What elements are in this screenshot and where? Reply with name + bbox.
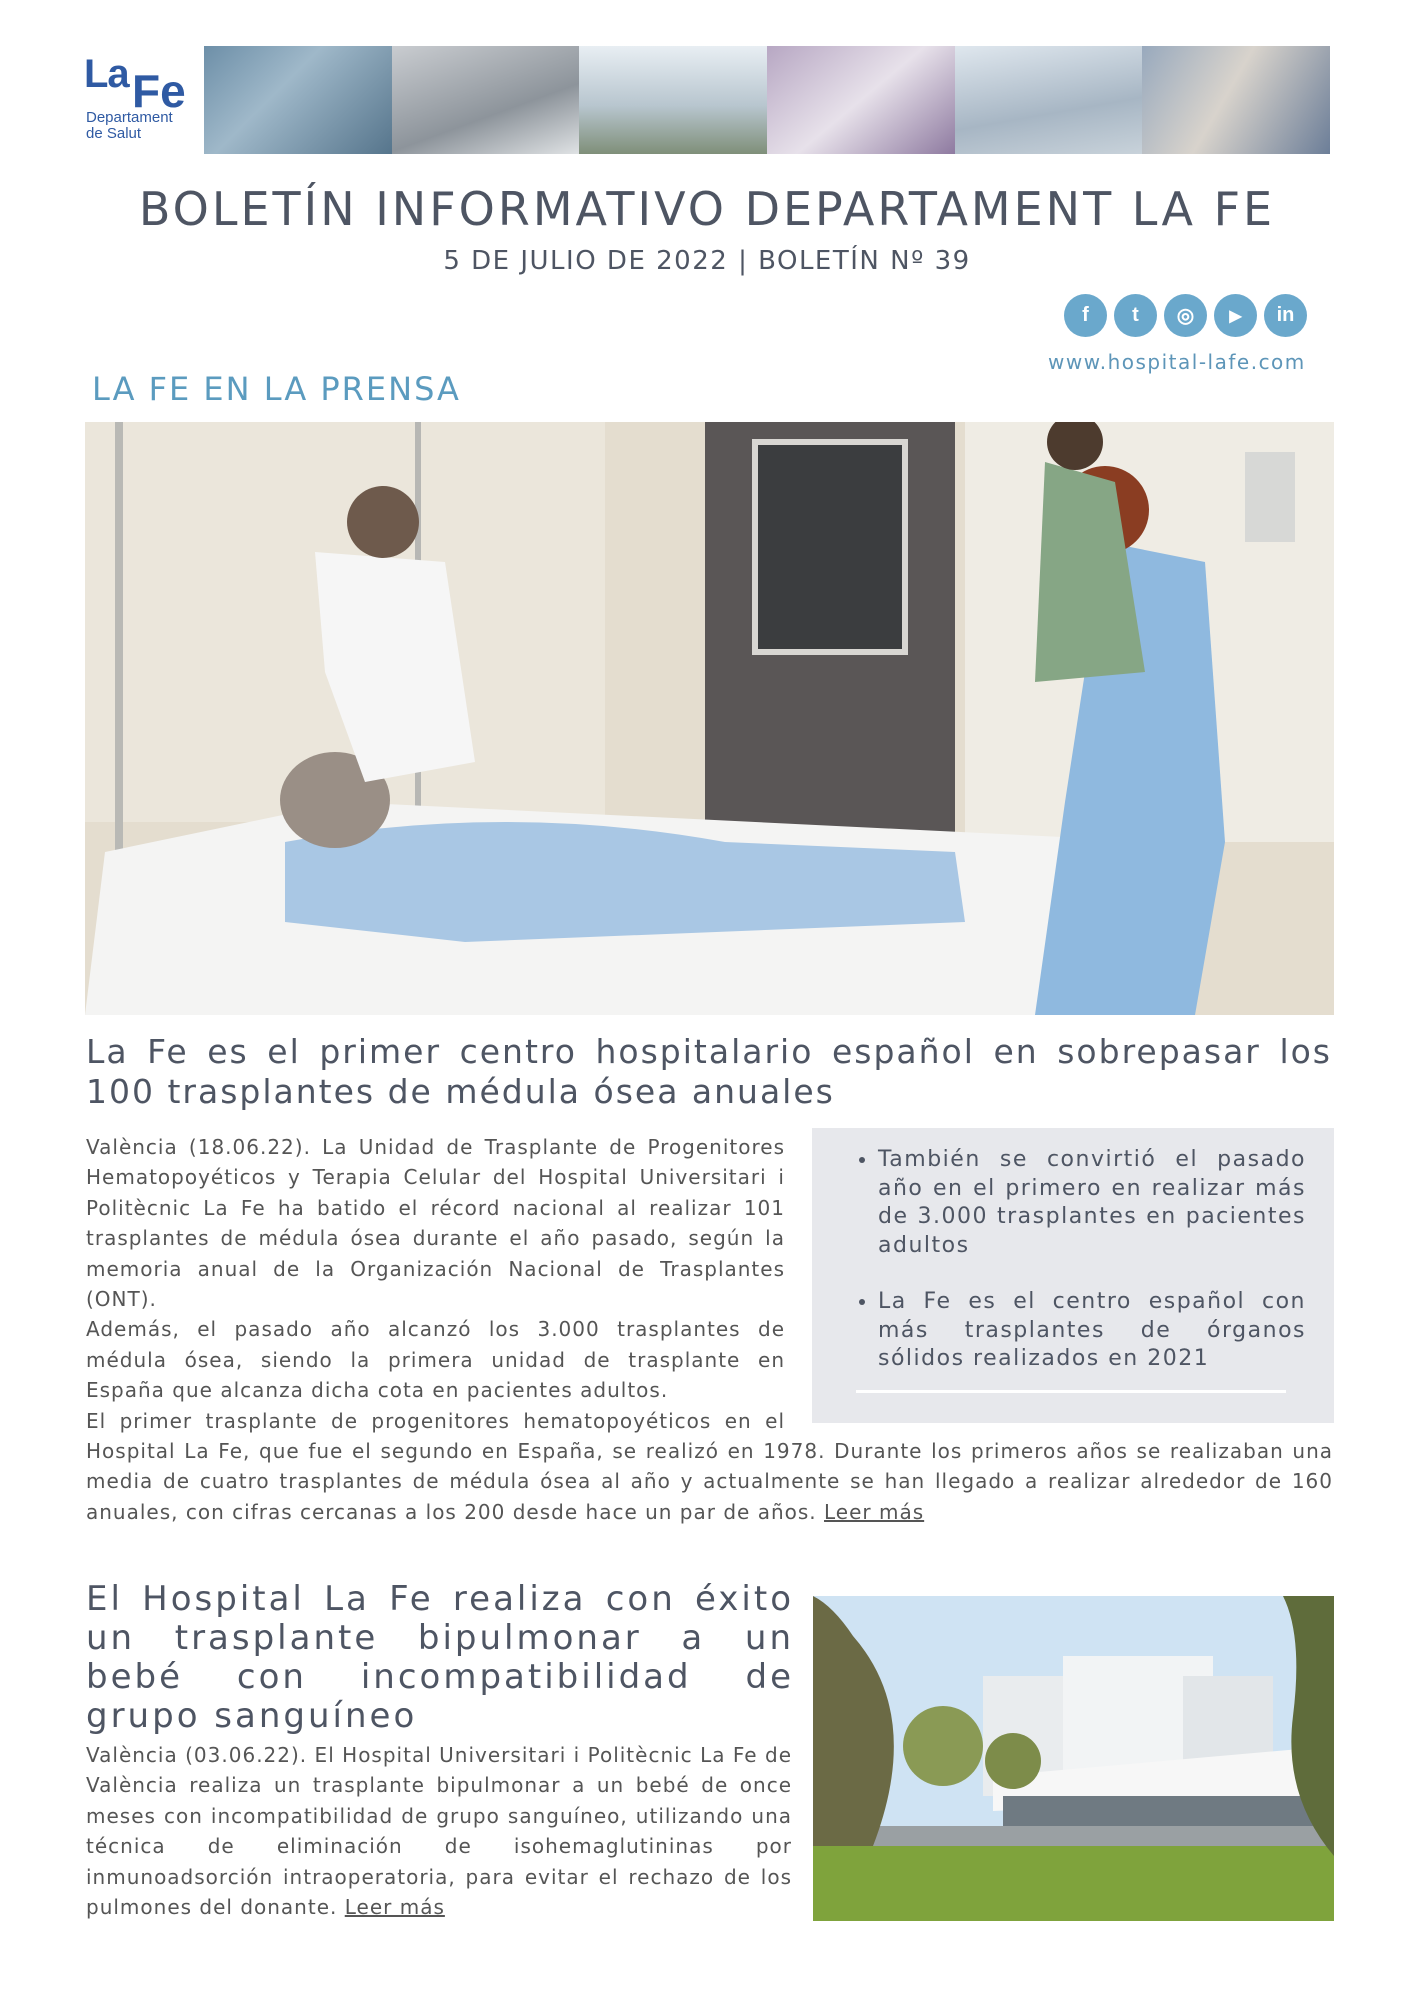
article1-highlights-box: [812, 1128, 1334, 1423]
hero-illustration: [85, 422, 1334, 1015]
article2-body-text: València (03.06.22). El Hospital Universitari i Politècnic La Fe de València realiza un trasplante bipulmonar a un bebé de once meses con incompatibilidad de grupo sanguíneo, utilizando una técnica de eliminación de isohemaglutininas por inmunoadsorción intraoperatoria, para evitar el rechazo de los pulmones del donante.: [86, 1743, 792, 1920]
article2-title: El Hospital La Fe realiza con éxito un trasplante bipulmonar a un bebé con incompatibilidad de grupo sanguíneo: [86, 1579, 794, 1736]
bulletin-title: BOLETÍN INFORMATIVO DEPARTAMENT LA FE: [138, 182, 1276, 236]
section-title: LA FE EN LA PRENSA: [92, 370, 461, 408]
youtube-icon[interactable]: ▶: [1214, 294, 1257, 337]
article1-paragraph-2: Además, el pasado año alcanzó los 3.000 trasplantes de médula ósea, siendo la primera unidad de trasplante en España que alcanza dicha cota en pacientes adultos.: [86, 1317, 785, 1403]
article1-title: La Fe es el primer centro hospitalario español en sobrepasar los 100 trasplantes de médula ósea anuales: [86, 1032, 1332, 1111]
hospital-exterior-illustration: [813, 1596, 1334, 1921]
article2-read-more-link[interactable]: Leer más: [344, 1895, 445, 1920]
instagram-icon[interactable]: ◎: [1164, 294, 1207, 337]
article1-highlights-list: [812, 1128, 1334, 1374]
banner-photo-lab: [767, 46, 955, 154]
social-links: [1064, 294, 1307, 337]
highlights-divider: [856, 1390, 1286, 1393]
linkedin-icon[interactable]: in: [1264, 294, 1307, 337]
article1-read-more-link[interactable]: Leer más: [824, 1499, 925, 1524]
article2-body: [86, 1740, 792, 1922]
website-link[interactable]: www.hospital-lafe.com: [1048, 350, 1306, 374]
article1-paragraph-1: València (18.06.22). La Unidad de Trasplante de Progenitores Hematopoyéticos y Terapia Celular del Hospital Universitari i Politècnic La Fe ha batido el récord nacional al realizar 101 trasplantes de médula ósea durante el año pasado, según la memoria anual de la Organización Nacional de Trasplantes (ONT).: [86, 1135, 785, 1312]
article1-paragraph-3-text: El primer trasplante de progenitores hematopoyéticos en el Hospital La Fe, que fue el segundo en España, se realizó en 1978. Durante los primeros años se realizaban una media de cuatro trasplantes de médula ósea al año y actualmente se han llegado a realizar alrededor de 160 anuales, con cifras cercanas a los 200 desde hace un par de años.: [86, 1408, 1333, 1524]
logo-line-2: de Salut: [86, 125, 142, 142]
logo-fe-text: Fe: [132, 65, 186, 117]
article1-highlight-item: • También se convirtió el pasado año en el primero en realizar más de 3.000 trasplantes en pacientes adultos: [878, 1146, 1306, 1260]
hospital-exterior-photo: [813, 1596, 1334, 1921]
banner-photo-building: [579, 46, 767, 154]
facebook-icon[interactable]: f: [1064, 294, 1107, 337]
banner-photo-hospital-sign: [955, 46, 1143, 154]
logo-subtitle: [86, 110, 173, 142]
article1-paragraph-3: [86, 1406, 1333, 1528]
logo-line-1: Departament: [86, 109, 173, 126]
header-photo-banner: [204, 46, 1330, 154]
banner-photo-surgery: [204, 46, 392, 154]
logo-la-text: La: [84, 52, 129, 96]
bulletin-date-number: 5 DE JULIO DE 2022 | BOLETÍN Nº 39: [443, 246, 971, 276]
hero-photo-patient-room: [85, 422, 1334, 1015]
twitter-icon[interactable]: t: [1114, 294, 1157, 337]
banner-photo-keyboard: [392, 46, 580, 154]
banner-photo-sample: [1142, 46, 1330, 154]
article1-highlight-item: • La Fe es el centro español con más trasplantes de órganos sólidos realizados en 2021: [878, 1288, 1306, 1374]
